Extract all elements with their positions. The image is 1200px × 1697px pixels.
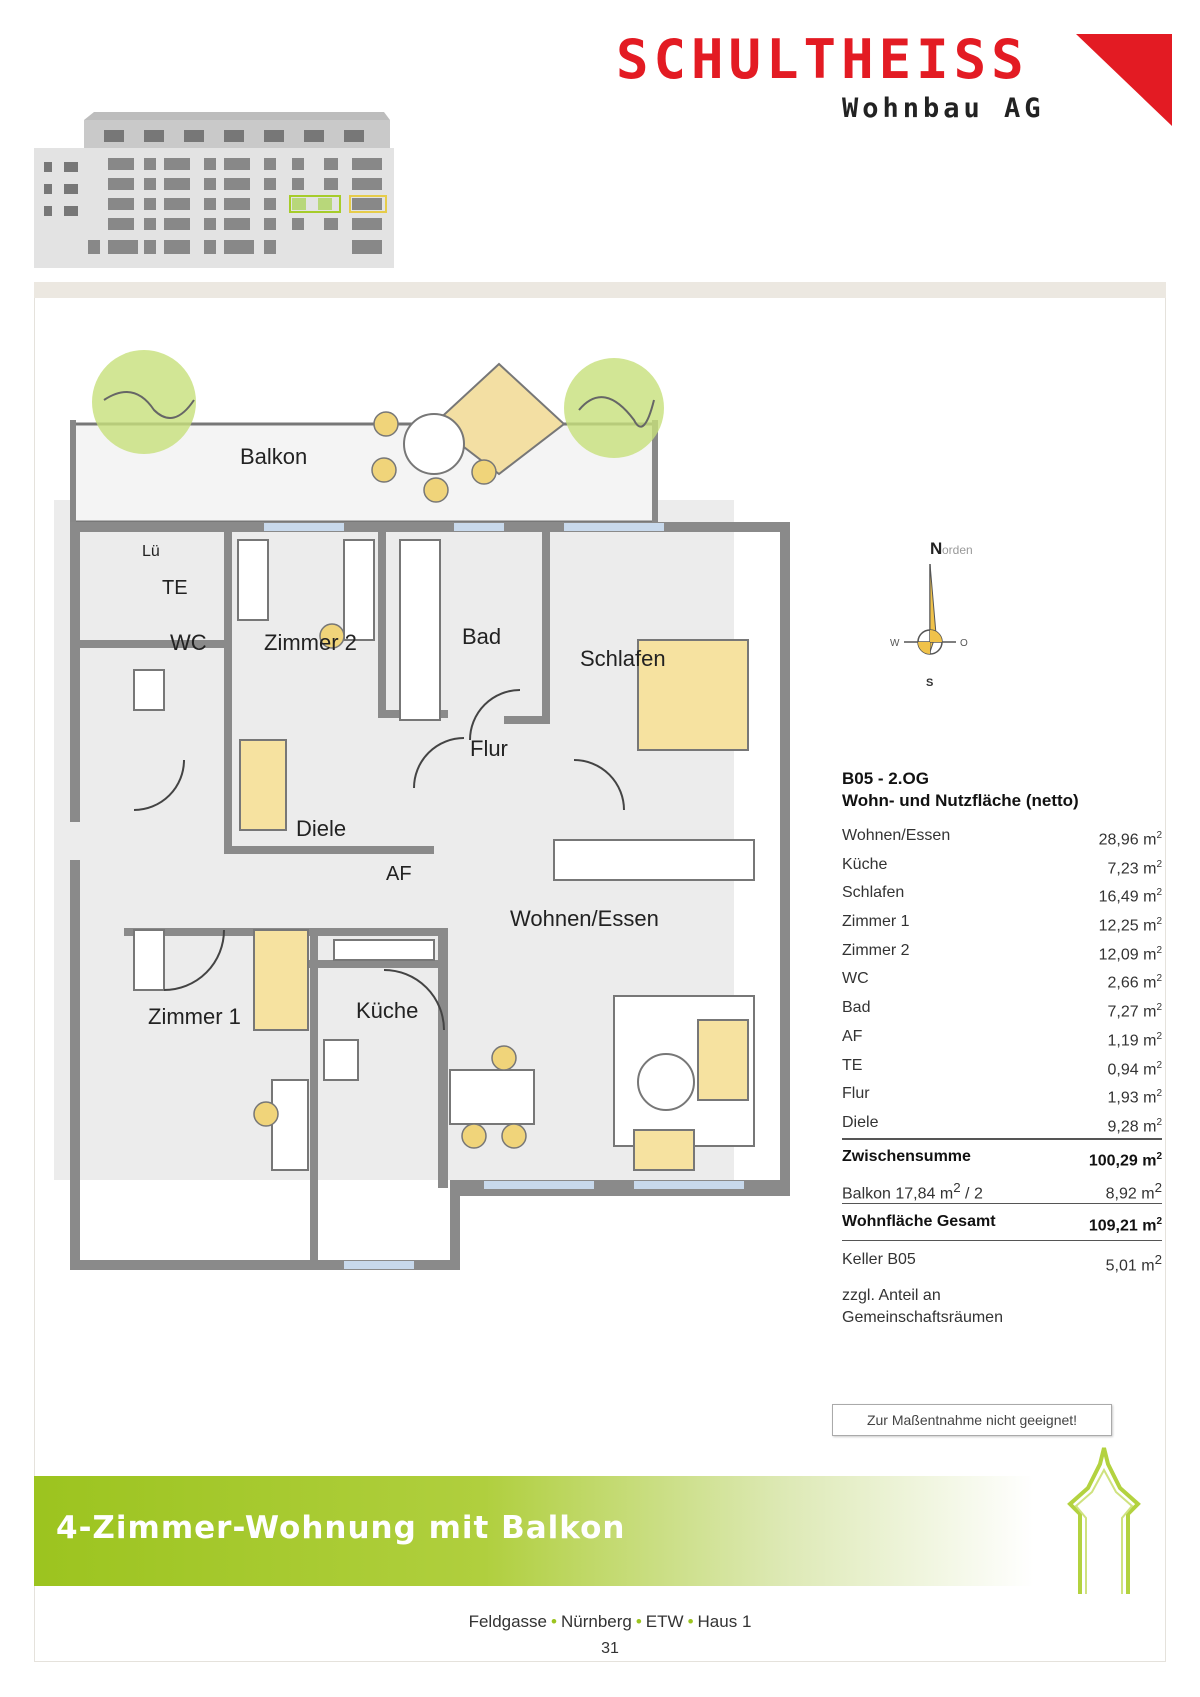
area-row: TE 0,94 $m^2$	[842, 1056, 1162, 1078]
brand-flag-icon	[1076, 34, 1172, 126]
compass-east: O	[960, 638, 968, 649]
area-rows	[842, 822, 1162, 1138]
header-divider	[34, 282, 1166, 298]
tree-right-icon	[564, 358, 664, 458]
apartment-id: B05 - 2.OG	[842, 769, 929, 788]
compass-north-initial: N	[930, 539, 943, 558]
compass-rose-icon	[890, 534, 1000, 694]
room-label-diele: Diele	[296, 816, 347, 841]
room-label-wohnen-essen: Wohnen/Essen	[510, 906, 659, 931]
apartment-title: 4-Zimmer-Wohnung mit Balkon	[56, 1510, 626, 1546]
compass-north-rest: orden	[942, 543, 973, 557]
subtotal-row: Zwischensumme 100,29 $m^2$	[842, 1138, 1162, 1173]
room-label-wc: WC	[170, 630, 207, 655]
room-label-af: AF	[386, 863, 412, 885]
room-label-zimmer1: Zimmer 1	[148, 1004, 241, 1029]
area-table-subtitle: Wohn- und Nutzfläche (netto)	[842, 791, 1079, 810]
tower-logo-icon	[1060, 1444, 1150, 1594]
room-label-zimmer2: Zimmer 2	[264, 630, 357, 655]
building-facade-thumbnail	[34, 112, 394, 274]
room-label-schlafen: Schlafen	[580, 646, 666, 671]
room-label-lue: Lü	[142, 543, 160, 560]
page-number: 31	[601, 1640, 619, 1657]
area-row: AF 1,19 $m^2$	[842, 1027, 1162, 1050]
total-row: Wohnfläche Gesamt 109,21 $m^2$	[842, 1204, 1162, 1241]
area-row: Flur 1,93 $m^2$	[842, 1085, 1162, 1107]
area-row: Küche 7,23 $m^2$	[842, 855, 1162, 878]
area-row: Diele 9,28 $m^2$	[842, 1113, 1162, 1136]
compass	[890, 534, 1000, 694]
floor-plan	[34, 340, 824, 1300]
area-row: Bad 7,27 $m^2$	[842, 999, 1162, 1021]
area-row: Zimmer 1 12,25 $m^2$	[842, 913, 1162, 935]
measurement-disclaimer: Zur Maßentnahme nicht geeignet!	[832, 1404, 1112, 1436]
keller-row: Keller B05 5,01 $m^2$	[842, 1250, 1162, 1274]
room-label-kueche: Küche	[356, 998, 419, 1023]
room-label-bad: Bad	[462, 624, 502, 649]
common-rooms-note: zzgl. Anteil an Gemeinschaftsräumen	[842, 1286, 1003, 1326]
tree-left-icon	[92, 350, 196, 454]
brand-subtitle: Wohnbau AG	[842, 93, 1045, 124]
area-row: Wohnen/Essen 28,96 $m^2$	[842, 827, 1162, 849]
brand-name: SCHULTHEISS	[616, 28, 1029, 91]
area-row: Zimmer 2 12,09 $m^2$	[842, 941, 1162, 964]
area-row: WC 2,66 $m^2$	[842, 970, 1162, 992]
room-label-flur: Flur	[470, 736, 508, 761]
footer-location: Feldgasse • Nürnberg • ETW • Haus 1	[468, 1612, 752, 1631]
area-row: Schlafen 16,49 $m^2$	[842, 884, 1162, 906]
balkon-row: Balkon 17,84 $m^2 / 2$ 8,92 $m^2$	[842, 1173, 1162, 1204]
compass-south: S	[926, 677, 934, 689]
room-label-te: TE	[162, 577, 188, 599]
area-table	[842, 768, 1162, 1329]
balcony-table-icon	[404, 414, 464, 474]
brand-logo	[616, 30, 1176, 130]
compass-west: W	[890, 638, 900, 649]
room-label-balkon: Balkon	[240, 444, 308, 469]
title-banner	[34, 1476, 1034, 1586]
